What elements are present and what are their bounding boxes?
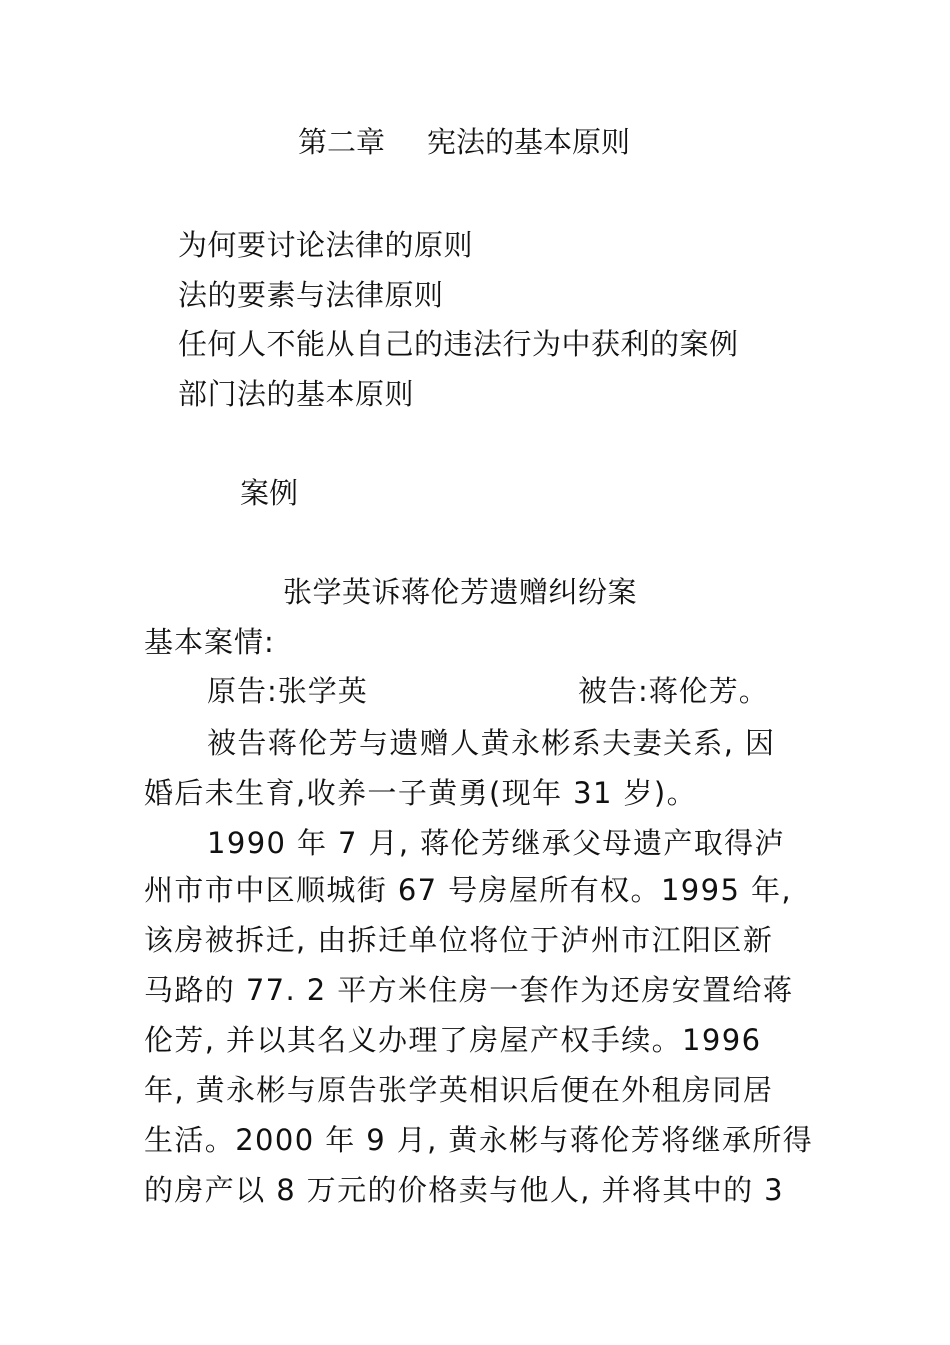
body-line: 该房被拆迁, 由拆迁单位将位于泸州市江阳区新 [144, 923, 774, 957]
topic-item: 法的要素与法律原则 [178, 278, 444, 312]
topic-item: 任何人不能从自己的违法行为中获利的案例 [178, 327, 739, 361]
body-line: 生活。2000 年 9 月, 黄永彬与蒋伦芳将继承所得 [144, 1123, 814, 1157]
body-line: 被告蒋伦芳与遗赠人黄永彬系夫妻关系, 因 [207, 726, 776, 760]
defendant-label: 被告:蒋伦芳。 [578, 674, 769, 708]
topic-item: 为何要讨论法律的原则 [178, 228, 474, 262]
body-line: 州市市中区顺城街 67 号房屋所有权。1995 年, [144, 873, 792, 907]
body-line: 1990 年 7 月, 蒋伦芳继承父母遗产取得泸 [207, 826, 785, 860]
body-line: 的房产以 8 万元的价格卖与他人, 并将其中的 3 [144, 1173, 784, 1207]
section-heading: 基本案情: [144, 625, 275, 659]
chapter-number: 第二章 [298, 125, 386, 159]
chapter-heading [298, 125, 631, 159]
chapter-title: 宪法的基本原则 [427, 125, 631, 159]
topic-item: 部门法的基本原则 [178, 377, 415, 411]
case-label: 案例 [240, 476, 299, 510]
case-title: 张学英诉蒋伦芳遗赠纠纷案 [283, 575, 638, 609]
body-line: 马路的 77. 2 平方米住房一套作为还房安置给蒋 [144, 973, 794, 1007]
body-line: 年, 黄永彬与原告张学英相识后便在外租房同居 [144, 1073, 774, 1107]
body-line: 婚后未生育,收养一子黄勇(现年 31 岁)。 [144, 776, 697, 810]
body-line: 伦芳, 并以其名义办理了房屋产权手续。1996 [144, 1023, 762, 1057]
plaintiff-label: 原告:张学英 [207, 674, 368, 708]
